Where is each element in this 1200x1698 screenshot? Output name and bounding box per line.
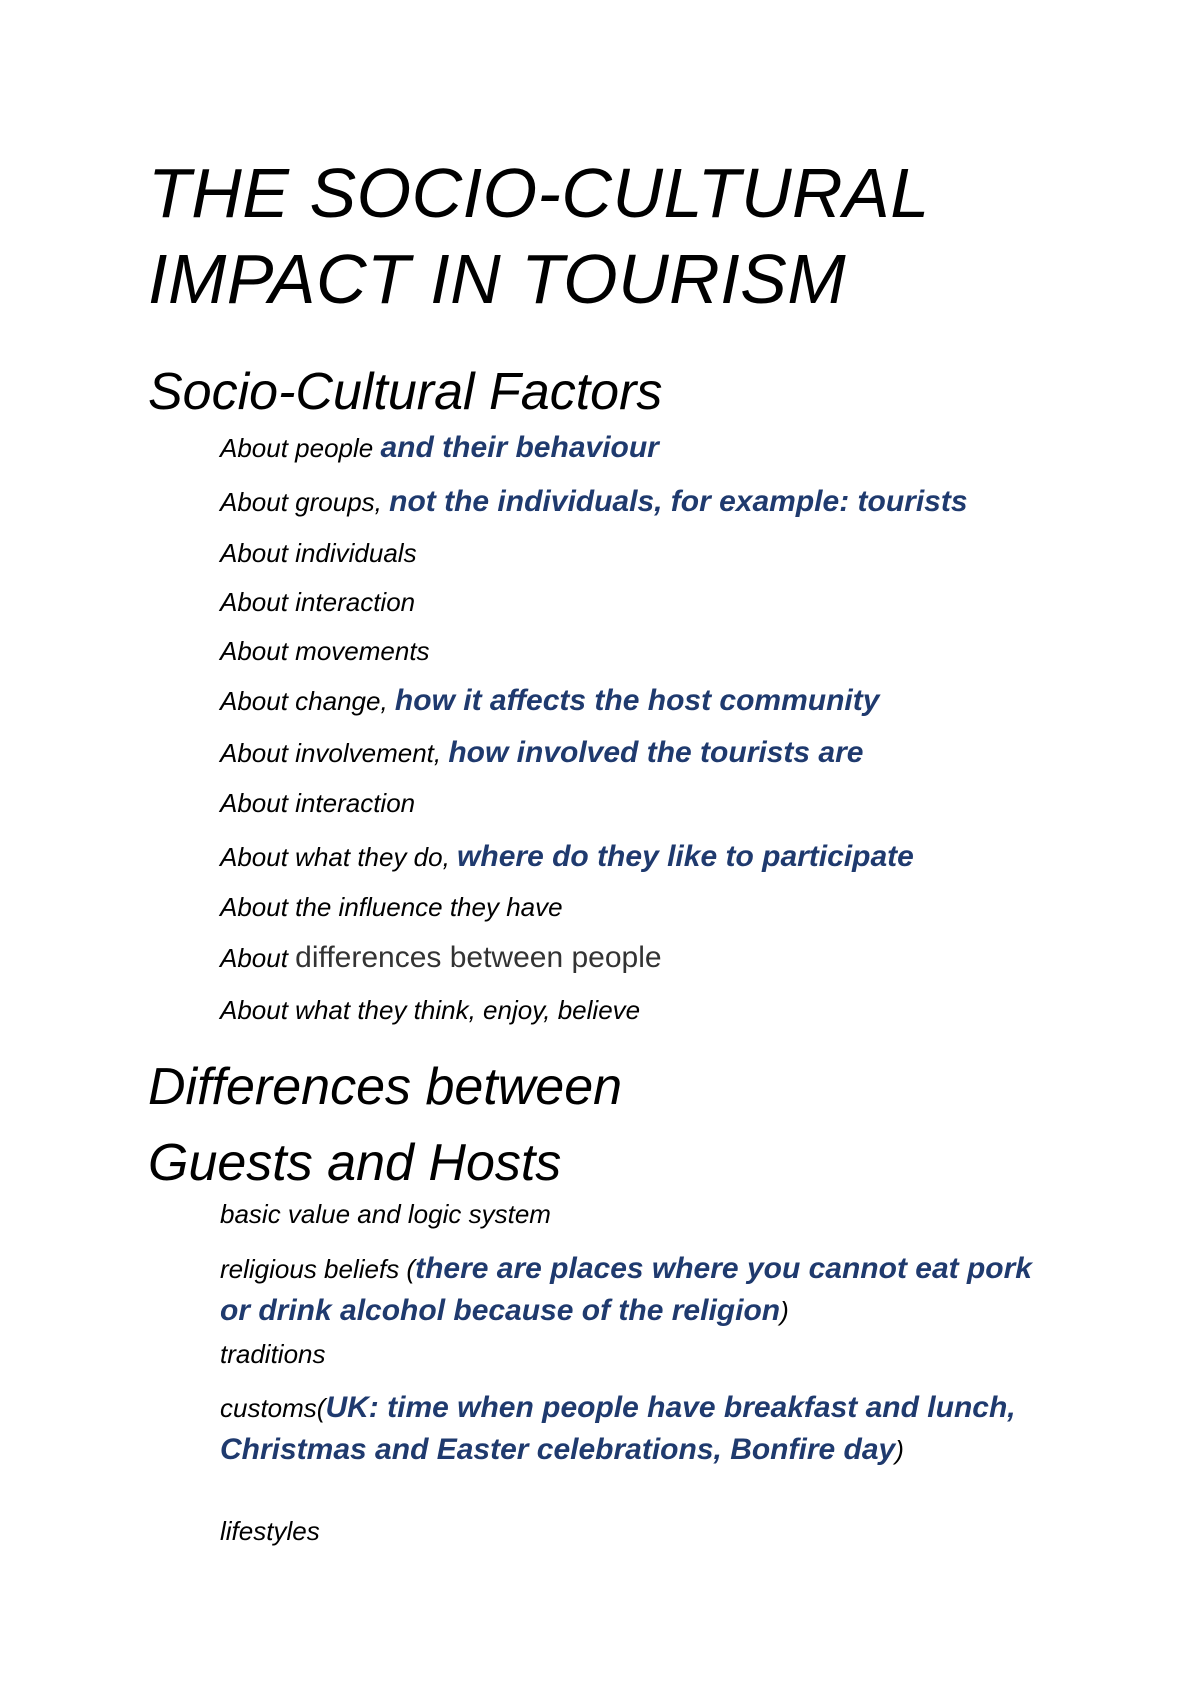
list-item: About individuals xyxy=(220,538,417,568)
list-item: About the influence they have xyxy=(220,892,563,922)
list-item: lifestyles xyxy=(220,1516,320,1546)
list-item: About interaction xyxy=(220,587,416,617)
heading-differences-line-1: Differences between xyxy=(148,1058,623,1116)
list-item: About differences between people xyxy=(220,941,662,974)
list-item: religious beliefs (there are places where you cannot eat pork or drink alcohol because of the religion) xyxy=(220,1252,1032,1327)
list-item: About change, how it affects the host community xyxy=(220,684,880,717)
list-item: About what they do, where do they like to participate xyxy=(220,840,914,873)
list-item: About people and their behaviour xyxy=(220,431,659,464)
title-line-1: THE SOCIO-CULTURAL xyxy=(148,154,930,232)
list-item: About involvement, how involved the tourists are xyxy=(220,736,864,769)
list-item: customs(UK: time when people have breakfast and lunch, Christmas and Easter celebrations, Bonfire day) xyxy=(220,1391,1016,1466)
list-item: About interaction xyxy=(220,788,416,818)
list-item: About movements xyxy=(220,636,430,666)
list-item: About groups, not the individuals, for example: tourists xyxy=(220,485,968,518)
title-line-2: IMPACT IN TOURISM xyxy=(148,240,847,318)
heading-socio-cultural-factors: Socio-Cultural Factors xyxy=(148,363,663,421)
heading-differences-line-2: Guests and Hosts xyxy=(148,1134,562,1192)
list-item: basic value and logic system xyxy=(220,1199,551,1229)
list-item: traditions xyxy=(220,1339,326,1369)
heading-differences xyxy=(148,1049,622,1201)
list-item: About what they think, enjoy, believe xyxy=(220,995,641,1025)
document-title xyxy=(148,150,930,322)
